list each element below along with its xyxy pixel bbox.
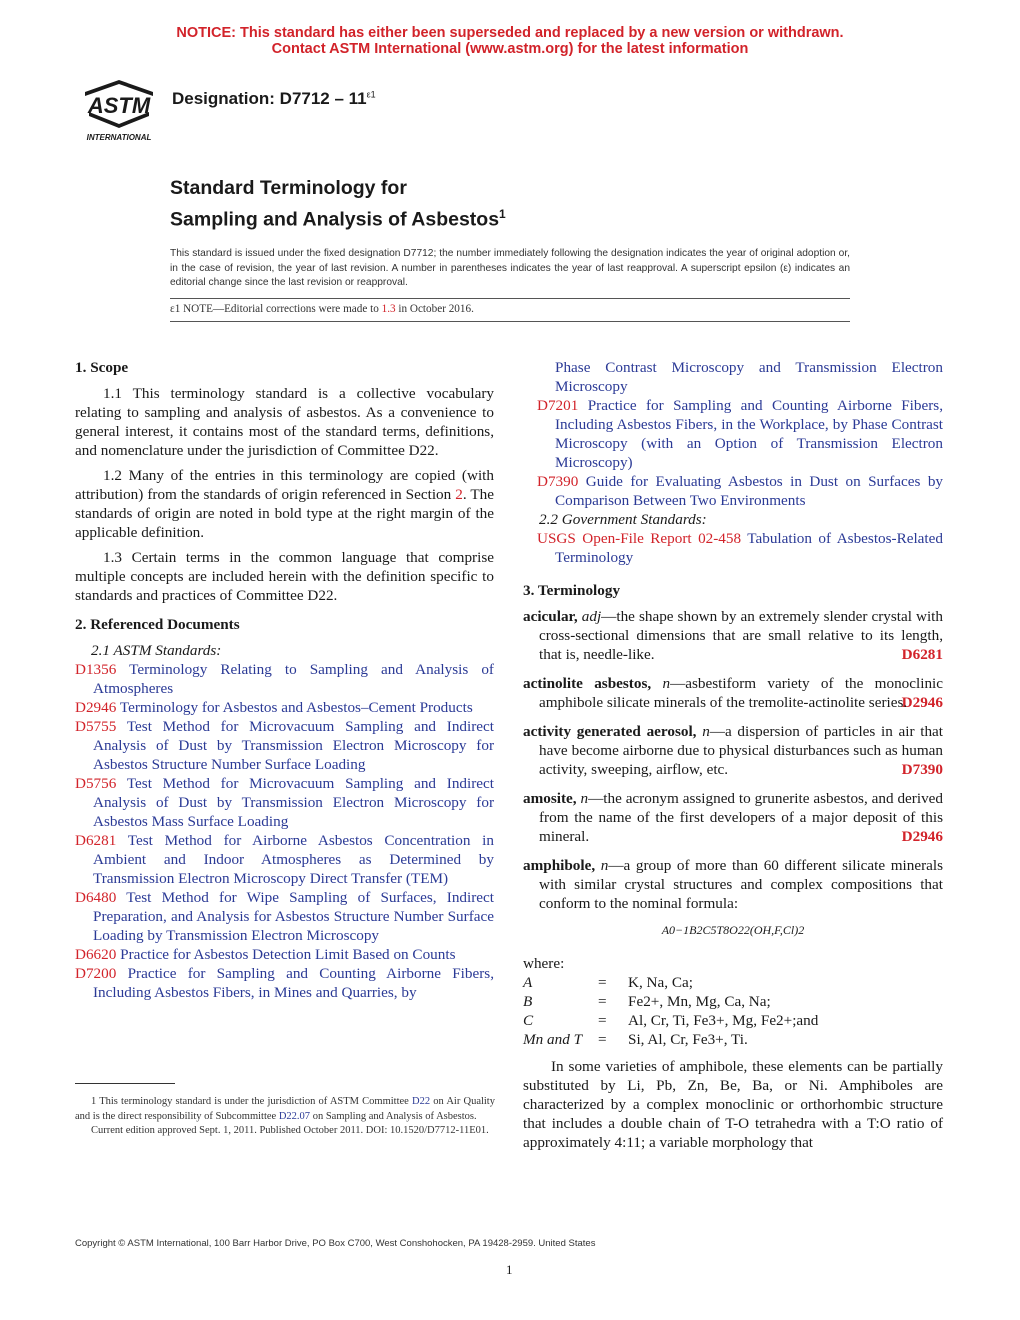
ref-item	[75, 831, 494, 888]
title-line-1: Standard Terminology for	[170, 177, 407, 199]
ref-code-link[interactable]: D2946	[75, 699, 117, 716]
issuance-statement: This standard is issued under the fixed designation D7712; the number immediately following the designation indicates the year of original adoption or, in the case of revision, the year of last revision. A number in parentheses indicates the year of last reapproval. A superscript epsilon (ε) indicates an editorial change since the last revision or reapproval.	[170, 248, 850, 288]
scope-p2-b: . The standards of origin are noted in bold type at the right margin of the applicable definition.	[75, 486, 494, 541]
ref-item	[75, 774, 494, 831]
ref-item	[75, 964, 494, 1002]
term-pos: n	[702, 723, 710, 740]
term-pos: n	[600, 857, 609, 874]
copyright: Copyright © ASTM International, 100 Barr Harbor Drive, PO Box C700, West Conshohocken, PA 19428-2959. United States	[75, 1238, 596, 1249]
ref-title-link[interactable]: Test Method for Microvacuum Sampling and Indirect Analysis of Dust by Transmission Electron Microscopy for Asbestos Structure Number Surface Loading	[93, 718, 494, 773]
amphibole-closing: In some varieties of amphibole, these elements can be partially substituted by Li, Pb, Zn, Be, Ba, or Ni. Amphiboles are characterized by a complex monoclinic or orthorhombic structure that includes a double chain of T-O tetrahedra with a T:O ratio of approximately 4:11; a variable morphology that	[523, 1058, 943, 1151]
term-entry	[523, 722, 943, 779]
where-equals: =	[598, 974, 607, 991]
epsilon-note-link[interactable]: 1.3	[381, 303, 396, 315]
ref-code-link[interactable]: D7200	[75, 965, 117, 982]
designation	[172, 89, 376, 109]
where-row	[523, 1030, 943, 1049]
notice-line-1: NOTICE: This standard has either been superseded and replaced by a new version or withdrawn.	[176, 25, 844, 41]
footnote-b: on Air Quality and is the direct responsibility of Subcommittee	[75, 1096, 495, 1122]
ref-title-link[interactable]: Guide for Evaluating Asbestos in Dust on Surfaces by Comparison Between Two Environments	[555, 473, 944, 509]
footnote-rule	[75, 1083, 175, 1084]
term-name: amosite,	[523, 790, 577, 807]
referenced-heading: 2. Referenced Documents	[75, 616, 240, 633]
term-pos: n	[662, 675, 671, 692]
ref-item	[75, 660, 494, 698]
term-name: amphibole,	[523, 857, 596, 874]
divider-top	[170, 298, 850, 299]
scope-paragraph-3: 1.3 Certain terms in the common language that comprise multiple concepts are included herein with the definition specific to standards and practices of Committee D22.	[75, 549, 494, 604]
ref-title-link[interactable]: Practice for Asbestos Detection Limit Based on Counts	[120, 946, 456, 963]
title-footnote-mark: 1	[499, 207, 506, 221]
ref-continued[interactable]: Phase Contrast Microscopy and Transmission Electron Microscopy	[555, 359, 943, 395]
ref-code-link[interactable]: D6480	[75, 889, 117, 906]
astm-logo-mark	[75, 72, 163, 144]
where-symbol: A	[523, 974, 533, 991]
designation-superscript: ε1	[366, 89, 376, 100]
term-name: activity generated aerosol,	[523, 723, 697, 740]
term-name: actinolite asbestos,	[523, 675, 652, 692]
where-label: where:	[523, 955, 565, 972]
where-value: Si, Al, Cr, Fe3+, Ti.	[628, 1031, 748, 1048]
designation-label: Designation: D7712 – 11	[172, 89, 367, 108]
ref-title-link[interactable]: Practice for Sampling and Counting Airborne Fibers, Including Asbestos Fibers, in Mines and Quarries, by	[93, 965, 494, 1001]
ref-code-link[interactable]: D7201	[537, 397, 579, 414]
where-value: K, Na, Ca;	[628, 974, 693, 991]
ref-code-link[interactable]: D5755	[75, 718, 117, 735]
left-column	[75, 358, 494, 1002]
where-symbol: C	[523, 1012, 534, 1029]
term-pos: adj	[581, 608, 602, 625]
footnote-a: 1 This terminology standard is under the jurisdiction of ASTM Committee	[91, 1096, 412, 1107]
where-value: Al, Cr, Ti, Fe3+, Mg, Fe2+;and	[628, 1012, 819, 1029]
ref-item	[537, 529, 943, 567]
term-definition: —a group of more than 60 different silicate minerals with similar crystal structures and complex compositions that conform to the nominal formula:	[539, 857, 944, 912]
epsilon-note	[170, 303, 474, 315]
ref-title-link[interactable]: Test Method for Wipe Sampling of Surfaces, Indirect Preparation, and Analysis for Asbestos Structure Number Surface Loading by Transmission Electron Microscopy	[93, 889, 494, 944]
astm-logo	[75, 72, 163, 144]
where-value: Fe2+, Mn, Mg, Ca, Na;	[628, 993, 771, 1010]
terminology-heading: 3. Terminology	[523, 582, 621, 599]
ref-item	[75, 945, 494, 964]
where-row	[523, 992, 943, 1011]
amphibole-formula: A0−1B2C5T8O22(OH,F,Cl)2	[661, 923, 805, 937]
term-entry	[523, 674, 943, 712]
page-number: 1	[506, 1262, 513, 1277]
scope-paragraph-2	[75, 466, 494, 542]
notice-line-2: Contact ASTM International (www.astm.org) for the latest information	[271, 41, 749, 57]
ref-item	[75, 888, 494, 945]
scope-p2-a: 1.2 Many of the entries in this terminology are copied (with attribution) from the standards of origin referenced in Section	[75, 467, 494, 503]
term-definition: —asbestiform variety of the monoclinic amphibole silicate minerals of the tremolite-actinolite series.	[539, 675, 944, 711]
term-definition: —the acronym assigned to grunerite asbestos, and derived from the name of the first developers of a major deposit of this mineral.	[539, 790, 943, 845]
logo-subtitle: INTERNATIONAL	[86, 133, 152, 142]
ref-code-link[interactable]: D6620	[75, 946, 117, 963]
term-name: acicular,	[523, 608, 578, 625]
committee-link[interactable]: D22	[411, 1096, 431, 1107]
ref-item	[75, 717, 494, 774]
where-symbol: B	[523, 993, 533, 1010]
ref-title-link[interactable]: Practice for Sampling and Counting Airborne Fibers, Including Asbestos Fibers, in the Workplace, by Phase Contrast Microscopy (with an Option of Transmission Electron Microscopy)	[555, 397, 943, 471]
ref-title-link[interactable]: Test Method for Microvacuum Sampling and Indirect Analysis of Dust by Transmission Electron Microscopy for Asbestos Mass Surface Loading	[93, 775, 494, 830]
government-standards-label: 2.2 Government Standards:	[539, 511, 707, 528]
term-entry	[523, 856, 943, 913]
epsilon-note-suffix: in October 2016.	[395, 303, 474, 315]
ref-code-link[interactable]: USGS Open-File Report 02-458	[537, 530, 742, 547]
where-equals: =	[598, 1031, 607, 1048]
term-source-link[interactable]: D7390	[901, 761, 943, 778]
ref-title-link[interactable]: Tabulation of Asbestos-Related Terminology	[555, 530, 943, 566]
term-source-link[interactable]: D2946	[901, 828, 943, 845]
scope-heading: 1. Scope	[75, 359, 129, 376]
ref-code-link[interactable]: D6281	[75, 832, 117, 849]
right-column	[523, 358, 943, 1158]
divider-bottom	[170, 321, 850, 322]
term-definition: —a dispersion of particles in air that have become airborne due to physical disturbances such as human activity, sweeping, airflow, etc.	[539, 723, 944, 778]
ref-item	[75, 698, 494, 717]
ref-item	[537, 472, 943, 510]
ref-code-link[interactable]: D5756	[75, 775, 117, 792]
subcommittee-link[interactable]: D22.07	[278, 1110, 311, 1122]
term-pos: n	[580, 790, 589, 807]
document-title	[170, 175, 506, 233]
term-entry	[523, 607, 943, 664]
where-equals: =	[598, 1012, 607, 1029]
ref-title-link[interactable]: Terminology Relating to Sampling and Analysis of Atmospheres	[93, 661, 494, 697]
footnote	[75, 1095, 495, 1139]
logo-letters: ASTM	[87, 93, 151, 118]
ref-item	[537, 396, 943, 472]
ref-title-link[interactable]: Test Method for Airborne Asbestos Concentration in Ambient and Indoor Atmospheres as Determined by Transmission Electron Microscopy Direct Transfer (TEM)	[93, 832, 494, 887]
term-entry	[523, 789, 943, 846]
section-2-link[interactable]: 2	[455, 486, 463, 503]
astm-standards-label: 2.1 ASTM Standards:	[91, 642, 222, 659]
term-source-link[interactable]: D2946	[901, 694, 943, 711]
footnote-c: on Sampling and Analysis of Asbestos.	[310, 1110, 477, 1122]
where-row	[523, 973, 943, 992]
ref-code-link[interactable]: D7390	[537, 473, 579, 490]
where-equals: =	[598, 993, 607, 1010]
term-definition: —the shape shown by an extremely slender crystal with cross-sectional dimensions that are small relative to its length, that is, needle-like.	[539, 608, 943, 663]
epsilon-note-prefix: ε1 NOTE—Editorial corrections were made to	[170, 303, 382, 315]
where-symbol: Mn and T	[523, 1031, 583, 1048]
term-source-link[interactable]: D6281	[901, 646, 943, 663]
scope-paragraph-1: 1.1 This terminology standard is a collective vocabulary relating to sampling and analysis of asbestos. As a convenience to general interest, it contains most of the standard terms, definitions, and nomenclature under the jurisdiction of Committee D22.	[75, 385, 494, 459]
where-row	[523, 1011, 943, 1030]
ref-code-link[interactable]: D1356	[75, 661, 117, 678]
withdrawal-notice	[0, 25, 1020, 57]
ref-title-link[interactable]: Terminology for Asbestos and Asbestos–Cement Products	[119, 699, 473, 716]
title-line-2: Sampling and Analysis of Asbestos	[170, 208, 500, 231]
footnote-approval: Current edition approved Sept. 1, 2011. Published October 2011. DOI: 10.1520/D7712-11E01.	[91, 1125, 489, 1136]
